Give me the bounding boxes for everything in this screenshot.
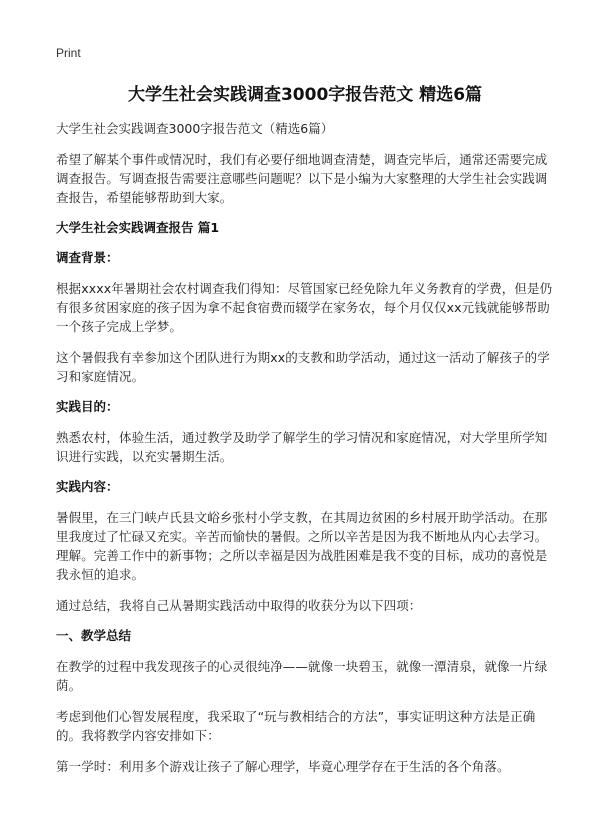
section-heading-content: 实践内容： [56, 479, 119, 494]
paragraph: 暑假里，在三门峡卢氏县文峪乡张村小学支教，在其周边贫困的乡村展开助学活动。在那里我度过了忙碌又充实。辛苦而愉快的暑假。之所以辛苦是因为我不断地从内心去学习。理解。完善工作中的新事物；之所以幸福是因为战胜困难是我不变的目标，成功的喜悦是我永恒的追求。 [56, 510, 548, 582]
paragraph: 第一学时：利用多个游戏让孩子了解心理学，毕竟心理学存在于生活的各个角落。 [56, 759, 510, 774]
paragraph: 根据xxxx年暑期社会农村调查我们得知：尽管国家已经免除九年义务教育的学费，但是仍有很多贫困家庭的孩子因为拿不起食宿费而辍学在家务农，每个月仅仅xx元钱就能够帮助一个孩子完成上学梦。 [56, 281, 553, 334]
paragraph: 通过总结，我将自己从暑期实践活动中取得的收获分为以下四项： [56, 598, 422, 613]
intro-paragraph: 希望了解某个事件或情况时，我们有必要仔细地调查清楚，调查完毕后，通常还需要完成调查报告。写调查报告需要注意哪些问题呢？以下是小编为大家整理的大学生社会实践调查报告，希望能够帮助到大家。 [56, 152, 548, 205]
report-title: 大学生社会实践调查报告 篇1 [56, 220, 220, 235]
paragraph: 熟悉农村，体验生活，通过教学及助学了解学生的学习情况和家庭情况，对大学里所学知识进行实践，以充实暑期生活。 [56, 430, 548, 464]
paragraph: 在教学的过程中我发现孩子的心灵很纯净——就像一块碧玉，就像一潭清泉，就像一片绿荫。 [56, 659, 548, 693]
section-heading-background: 调查背景： [56, 250, 119, 265]
section-heading-teaching: 一、教学总结 [56, 628, 132, 643]
page-title: 大学生社会实践调查3000字报告范文 精选6篇 [127, 85, 483, 105]
paragraph: 考虑到他们心智发展程度，我采取了“玩与教相结合的方法”，事实证明这种方法是正确的。我将教学内容安排如下： [56, 709, 536, 743]
article-body [56, 120, 554, 788]
paragraph: 这个暑假我有幸参加这个团队进行为期xx的支教和助学活动，通过这一活动了解孩子的学习和家庭情况。 [56, 350, 550, 384]
print-link[interactable]: Print [56, 46, 81, 60]
article-subtitle: 大学生社会实践调查3000字报告范文（精选6篇） [56, 121, 334, 136]
section-heading-purpose: 实践目的： [56, 399, 119, 414]
